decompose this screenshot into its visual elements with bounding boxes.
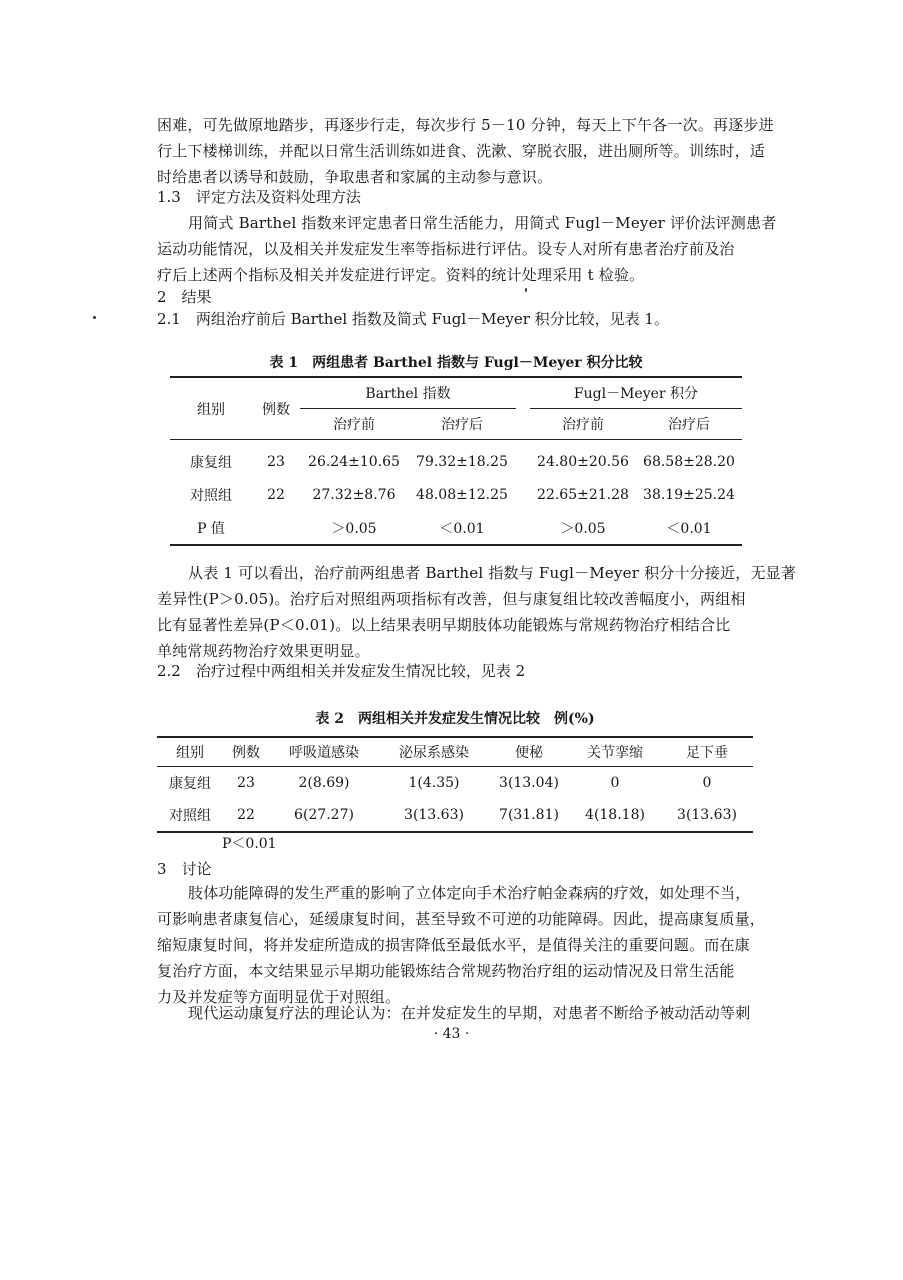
text-line: 现代运动康复疗法的理论认为：在并发症发生的早期，对患者不断给予被动活动等刺 (188, 1004, 751, 1022)
table-cell: 3(13.63) (677, 807, 737, 823)
text-line: 疗后上述两个指标及相关并发症进行评定。资料的统计处理采用 t 检验。 (157, 266, 645, 284)
table2-header: 例数 (232, 745, 260, 761)
text-line: 肢体功能障碍的发生严重的影响了立体定向手术治疗帕金森病的疗效，如处理不当， (188, 884, 751, 902)
table-cell: 24.80±20.56 (537, 453, 629, 470)
table1-header-n: 例数 (262, 401, 290, 418)
table1-header-gap (516, 377, 530, 409)
table2-caption: 表 2 两组相关并发症发生情况比较 例(%) (315, 711, 595, 727)
table-cell: 3(13.04) (499, 775, 559, 791)
table-cell: 2(8.69) (298, 775, 350, 791)
table-cell (516, 478, 530, 511)
table1-header-barthel: Barthel 指数 (300, 377, 516, 409)
table-cell: 22 (237, 807, 255, 823)
table-row (170, 478, 742, 511)
table2 (157, 736, 753, 833)
table1-header-fugl: Fugl－Meyer 积分 (530, 377, 742, 409)
table2-header: 组别 (176, 745, 204, 761)
table-cell: 26.24±10.65 (308, 453, 400, 470)
table-cell: 0 (702, 775, 712, 791)
text-line: 时给患者以诱导和鼓励，争取患者和家属的主动参与意识。 (157, 168, 553, 186)
table-cell: 27.32±8.76 (312, 486, 396, 503)
paragraph-methods (157, 210, 776, 288)
scan-speck (93, 316, 96, 319)
table-cell: ＞0.05 (331, 520, 377, 537)
text-line: 困难，可先做原地踏步，再逐步行走，每次步行 5－10 分钟，每天上下午各一次。再逐步进 (157, 116, 774, 134)
table1-header-fugl-after: 治疗后 (668, 417, 710, 433)
table-cell: 0 (610, 775, 620, 791)
table-cell: 23 (237, 775, 255, 791)
table1 (170, 376, 742, 546)
table-cell: 68.58±28.20 (643, 453, 735, 470)
table-cell: 对照组 (190, 487, 232, 504)
table1-header-gap (516, 409, 530, 440)
table-cell (252, 511, 300, 545)
table2-header: 足下垂 (686, 745, 728, 761)
text-line: 缩短康复时间，将并发症所造成的损害降低至最低水平，是值得关注的重要问题。而在康 (157, 936, 750, 954)
table-cell: ＜0.01 (439, 520, 485, 537)
table-row (157, 767, 753, 800)
text-line: 运动功能情况，以及相关并发症发生率等指标进行评估。设专人对所有患者治疗前及治 (157, 240, 735, 258)
text-line: 力及并发症等方面明显优于对照组。 (157, 988, 401, 1006)
table-cell: 79.32±18.25 (416, 453, 508, 470)
text-line: 比有显著性差异(P＜0.01)。以上结果表明早期肢体功能锻炼与常规药物治疗相结合比 (157, 616, 731, 634)
table-cell: P 值 (197, 520, 225, 537)
table-cell: 4(18.18) (585, 807, 645, 823)
table1-header-barthel-before: 治疗前 (333, 417, 375, 433)
page-number: · 43 · (433, 1026, 470, 1042)
text-line: 可影响患者康复信心，延缓康复时间，甚至导致不可逆的功能障碍。因此，提高康复质量， (157, 910, 766, 928)
table-row (170, 511, 742, 545)
table2-note: P＜0.01 (222, 836, 277, 852)
table-row (170, 440, 742, 479)
table1-caption: 表 1 两组患者 Barthel 指数与 Fugl－Meyer 积分比较 (269, 355, 643, 371)
scan-speck (525, 288, 527, 292)
table-cell: 22 (267, 486, 285, 503)
section-heading-2-1: 2.1 两组治疗前后 Barthel 指数及简式 Fugl－Meyer 积分比较，见表 1。 (157, 310, 669, 328)
table-cell: 38.19±25.24 (643, 486, 735, 503)
table1-header-barthel-after: 治疗后 (441, 417, 483, 433)
section-heading-2-2: 2.2 治疗过程中两组相关并发症发生情况比较，见表 2 (157, 662, 526, 680)
table2-header: 泌尿系感染 (399, 745, 469, 761)
table-cell: ＞0.05 (560, 520, 606, 537)
table-cell: 23 (267, 453, 285, 470)
paragraph-theory (157, 1000, 750, 1026)
table-cell: 6(27.27) (294, 807, 354, 823)
text-line: 单纯常规药物治疗效果更明显。 (157, 642, 370, 660)
table-cell: 康复组 (190, 454, 232, 471)
table2-header: 呼吸道感染 (289, 745, 359, 761)
table-row (157, 799, 753, 832)
table-cell: ＜0.01 (666, 520, 712, 537)
table-cell (516, 440, 530, 479)
table-cell: 康复组 (169, 776, 211, 792)
table-cell: 对照组 (169, 808, 211, 824)
table-cell: 1(4.35) (408, 775, 460, 791)
table2-header: 关节挛缩 (587, 745, 643, 761)
paragraph-results (157, 560, 796, 664)
text-line: 用简式 Barthel 指数来评定患者日常生活能力，用简式 Fugl－Meyer 评价法评测患者 (188, 214, 777, 232)
paragraph-intro (157, 112, 774, 190)
section-heading-3: 3 讨论 (157, 860, 212, 878)
table-cell: 48.08±12.25 (416, 486, 508, 503)
section-heading-1-3: 1.3 评定方法及资料处理方法 (157, 188, 361, 206)
table-cell: 3(13.63) (404, 807, 464, 823)
table-cell: 22.65±21.28 (537, 486, 629, 503)
table1-header-fugl-before: 治疗前 (562, 417, 604, 433)
table1-header-group: 组别 (197, 401, 225, 418)
text-line: 从表 1 可以看出，治疗前两组患者 Barthel 指数与 Fugl－Meyer 积分十分接近，无显著 (188, 564, 797, 582)
text-line: 差异性(P＞0.05)。治疗后对照组两项指标有改善，但与康复组比较改善幅度小，两组相 (157, 590, 746, 608)
table-cell: 7(31.81) (499, 807, 559, 823)
table2-header: 便秘 (515, 745, 543, 761)
text-line: 复治疗方面，本文结果显示早期功能锻炼结合常规药物治疗组的运动情况及日常生活能 (157, 962, 735, 980)
table-cell (516, 511, 530, 545)
section-heading-2: 2 结果 (157, 288, 212, 306)
paragraph-discussion (157, 880, 765, 1010)
text-line: 行上下楼梯训练，并配以日常生活训练如进食、洗漱、穿脱衣服，进出厕所等。训练时，适 (157, 142, 766, 160)
